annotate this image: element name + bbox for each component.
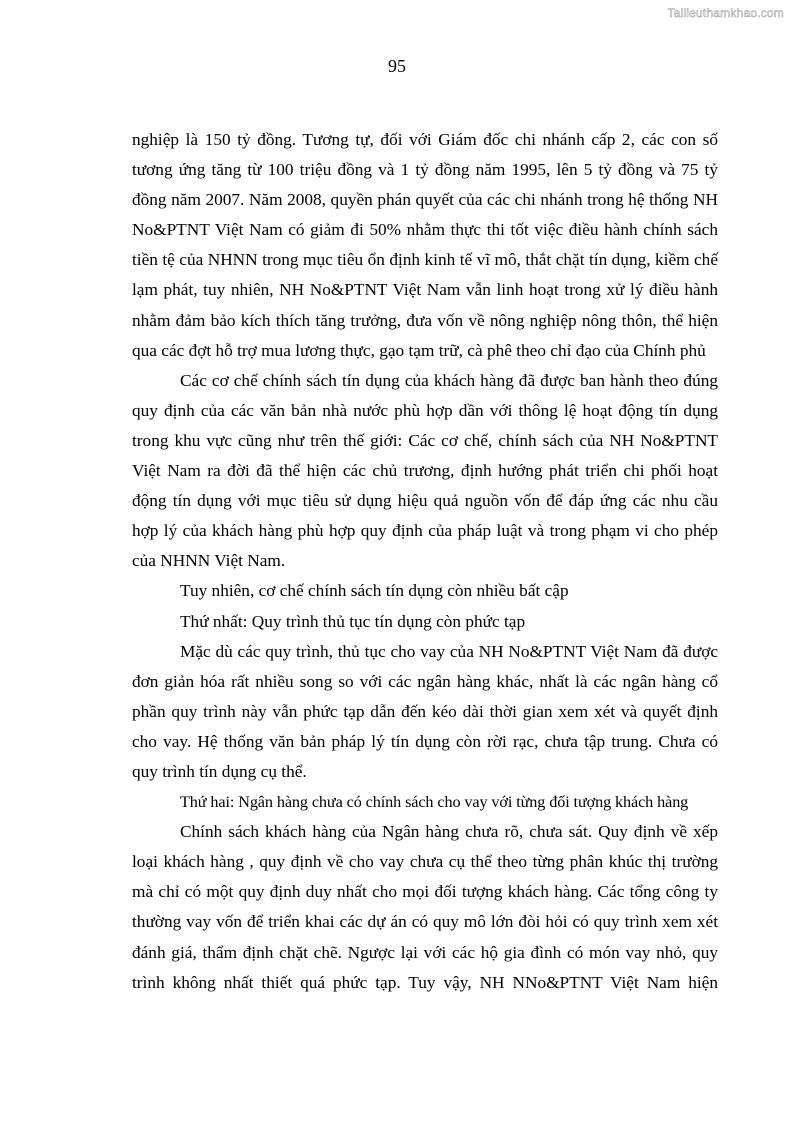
text-line: của NHNN Việt Nam. bbox=[132, 551, 286, 571]
text-line: No&PTNT Việt Nam có giảm đi 50% nhằm thực thi tốt việc điều hành chính sách bbox=[132, 220, 718, 240]
text-line: đồng năm 2007. Năm 2008, quyền phán quyết của các chi nhánh trong hệ thống NH bbox=[132, 190, 718, 210]
text-line: trong khu vực cũng như trên thế giới: Các cơ chế, chính sách của NH No&PTNT bbox=[132, 430, 718, 450]
paragraph-start-line: Mặc dù các quy trình, thủ tục cho vay của NH No&PTNT Việt Nam đã được bbox=[180, 641, 718, 661]
text-line: Việt Nam ra đời đã thể hiện các chủ trương, định hướng phát triển chi phối hoạt bbox=[132, 461, 718, 481]
text-line: đơn giản hóa rất nhiều song so với các ngân hàng khác, nhất là các ngân hàng cổ bbox=[132, 671, 718, 691]
text-line: cho vay. Hệ thống văn bản pháp lý tín dụng còn rời rạc, chưa tập trung. Chưa có bbox=[132, 731, 718, 751]
paragraph-start-line: Tuy nhiên, cơ chế chính sách tín dụng còn nhiều bất cập bbox=[180, 581, 569, 601]
text-line: mà chỉ có một quy định duy nhất cho mọi đối tượng khách hàng. Các tổng công ty bbox=[132, 882, 718, 902]
text-line: động tín dụng với mục tiêu sử dụng hiệu quả nguồn vốn để đáp ứng các nhu cầu bbox=[132, 491, 718, 511]
text-line: thường vay vốn để triển khai các dự án có quy mô lớn đòi hỏi có quy trình xem xét bbox=[132, 912, 718, 932]
text-line: nhằm đảm bảo kích thích tăng trưởng, đưa vốn về nông nghiệp nông thôn, thể hiện bbox=[132, 310, 718, 330]
text-line: lạm phát, tuy nhiên, NH No&PTNT Việt Nam vẫn linh hoạt trong xử lý điều hành bbox=[132, 280, 718, 300]
text-line: trình không nhất thiết quá phức tạp. Tuy vậy, NH NNo&PTNT Việt Nam hiện bbox=[132, 972, 718, 992]
subheading-line: Thứ nhất: Quy trình thủ tục tín dụng còn phức tạp bbox=[180, 611, 526, 631]
text-line: tương ứng tăng từ 100 triệu đồng và 1 tỷ đồng năm 1995, lên 5 tỷ đồng và 75 tỷ bbox=[132, 160, 718, 180]
paragraph-start-line: Chính sách khách hàng của Ngân hàng chưa rõ, chưa sát. Quy định về xếp bbox=[180, 822, 718, 842]
text-line: loại khách hàng , quy định về cho vay chưa cụ thể theo từng phân khúc thị trường bbox=[132, 852, 718, 872]
text-line: quy định của các văn bản nhà nước phù hợp dần với thông lệ hoạt động tín dụng bbox=[132, 400, 718, 420]
text-line: hợp lý của khách hàng phù hợp quy định của pháp luật và trong phạm vi cho phép bbox=[132, 521, 718, 541]
paragraph-start-line: Các cơ chế chính sách tín dụng của khách hàng đã được ban hành theo đúng bbox=[180, 370, 718, 390]
text-line: phần quy trình này vẫn phức tạp dẫn đến kéo dài thời gian xem xét và quyết định bbox=[132, 701, 718, 721]
body-text bbox=[132, 127, 718, 1000]
text-line: qua các đợt hỗ trợ mua lương thực, gạo tạm trữ, cà phê theo chỉ đạo của Chính phủ bbox=[132, 340, 706, 360]
page-number: 95 bbox=[388, 56, 406, 76]
text-line: đánh giá, thẩm định chặt chẽ. Ngược lại với các hộ gia đình có món vay nhỏ, quy bbox=[132, 942, 718, 962]
text-line: nghiệp là 150 tỷ đồng. Tương tự, đối với Giám đốc chi nhánh cấp 2, các con số bbox=[132, 130, 718, 149]
text-line: tiền tệ của NHNN trong mục tiêu ổn định kinh tế vĩ mô, thắt chặt tín dụng, kiềm chế bbox=[132, 250, 718, 270]
text-line: quy trình tín dụng cụ thể. bbox=[132, 761, 307, 781]
subheading-line: Thứ hai: Ngân hàng chưa có chính sách cho vay với từng đối tượng khách hàng bbox=[180, 793, 689, 812]
watermark: Tailieuthamkhao.com bbox=[667, 6, 784, 20]
